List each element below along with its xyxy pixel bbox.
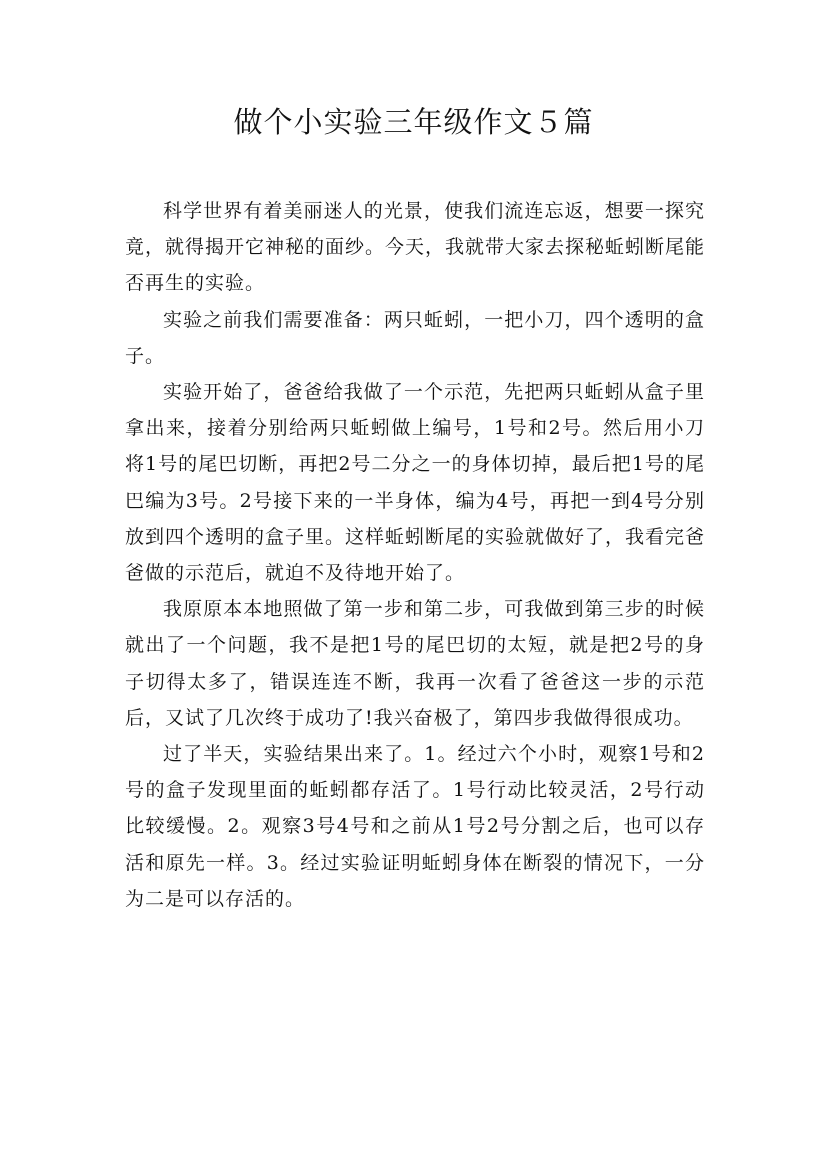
paragraph-5: 过了半天，实验结果出来了。1。经过六个小时，观察1号和2号的盒子发现里面的蚯蚓都存活了。1号行动比较灵活，2号行动比较缓慢。2。观察3号4号和之前从1号2号分割之后，也可以存活和原先一样。3。经过实验证明蚯蚓身体在断裂的情况下，一分为二是可以存活的。	[125, 743, 705, 910]
paragraph-4: 我原原本本地照做了第一步和第二步，可我做到第三步的时候就出了一个问题，我不是把1号的尾巴切的太短，就是把2号的身子切得太多了，错误连连不断，我再一次看了爸爸这一步的示范后，又试了几次终于成功了!我兴奋极了，第四步我做得很成功。	[125, 598, 705, 729]
document-body	[125, 193, 705, 917]
paragraph-1: 科学世界有着美丽迷人的光景，使我们流连忘返，想要一探究竟，就得揭开它神秘的面纱。今天，我就带大家去探秘蚯蚓断尾能否再生的实验。	[125, 200, 706, 295]
document-title: 做个小实验三年级作文５篇	[233, 105, 594, 139]
paragraph-3: 实验开始了，爸爸给我做了一个示范，先把两只蚯蚓从盒子里拿出来，接着分别给两只蚯蚓做上编号，1号和2号。然后用小刀将1号的尾巴切断，再把2号二分之一的身体切掉，最后把1号的尾巴编为3号。2号接下来的一半身体，编为4号，再把一到4号分别放到四个透明的盒子里。这样蚯蚓断尾的实验就做好了，我看完爸爸做的示范后，就迫不及待地开始了。	[125, 381, 706, 585]
paragraph-2: 实验之前我们需要准备：两只蚯蚓，一把小刀，四个透明的盒子。	[125, 308, 705, 367]
